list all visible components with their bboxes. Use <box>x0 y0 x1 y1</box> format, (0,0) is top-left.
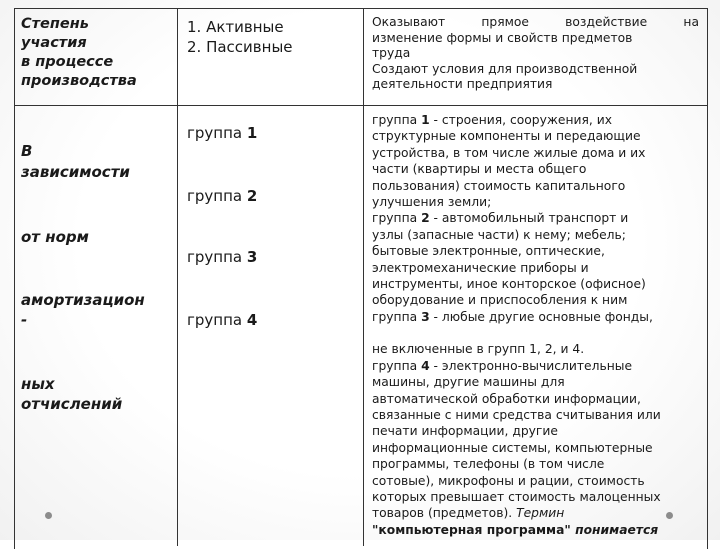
text-line: улучшения земли; <box>372 195 492 210</box>
text-line: узлы (запасные части) к нему; мебель; <box>372 227 626 242</box>
text-line: товаров (предметов). Термин <box>372 506 565 521</box>
table-row-participation <box>15 9 707 106</box>
classification-table <box>14 8 708 549</box>
depreciation-label-part: В <box>21 142 33 160</box>
participation-label: Степень участия в процессе производства <box>21 16 137 89</box>
text-line: сотовые), микрофоны и рации, стоимость <box>372 473 645 488</box>
decorative-dot-right <box>666 512 673 519</box>
groups-description <box>364 106 707 538</box>
text-line: части (квартиры и места общего <box>372 162 587 177</box>
group-4-label: группа 4 <box>187 311 258 329</box>
text-line: оборудование и приспособления к ним <box>372 293 628 308</box>
type-passive: 2. Пассивные <box>187 38 293 56</box>
depreciation-label-part: - <box>21 311 28 329</box>
group-2-text: группа 2 - автомобильный транспорт и <box>372 211 629 226</box>
type-active: 1. Активные <box>187 18 284 36</box>
groups-description-cell <box>364 106 707 546</box>
description-line: изменение формы и свойств предметов <box>372 30 633 45</box>
depreciation-label-part: зависимости <box>21 163 130 181</box>
description-line: Оказывают прямое воздействие на <box>372 15 699 29</box>
text-line: структурные компоненты и передающие <box>372 129 641 144</box>
description-line: Создают условия для производственной <box>372 61 638 76</box>
description-line: труда <box>372 46 411 61</box>
group-3-label: группа 3 <box>187 248 258 266</box>
text-line: автоматической обработки информации, <box>372 391 641 406</box>
text-line: программы, телефоны (в том числе <box>372 457 605 472</box>
text-line: которых превышает стоимость малоценных <box>372 489 661 504</box>
group-3-text: группа 3 - любые другие основные фонды, <box>372 309 653 324</box>
group-1-text: группа 1 - строения, сооружения, их <box>372 113 613 127</box>
text-line: печати информации, другие <box>372 424 558 439</box>
description-line: деятельности предприятия <box>372 77 553 92</box>
text-line: электромеханические приборы и <box>372 260 589 275</box>
decorative-dot-left <box>45 512 52 519</box>
depreciation-label-part: отчислений <box>21 395 123 413</box>
depreciation-label-part: амортизацион <box>21 291 145 309</box>
group-4-text: группа 4 - электронно-вычислительные <box>372 358 633 373</box>
participation-description-cell <box>364 9 707 105</box>
text-line: инструменты, иное конторское (офисное) <box>372 277 646 292</box>
depreciation-label-cell <box>15 106 178 546</box>
header-label-cell <box>15 9 178 105</box>
participation-types-cell <box>178 9 364 105</box>
group-1-label: группа 1 <box>187 124 258 142</box>
text-line: устройства, в том числе жилые дома и их <box>372 145 646 160</box>
text-line: "компьютерная программа" понимается <box>372 522 659 537</box>
text-line: информационные системы, компьютерные <box>372 440 653 455</box>
table-row-depreciation <box>15 106 707 546</box>
depreciation-label-part: ных <box>21 375 55 393</box>
text-line: связанные с ними средства считывания или <box>372 407 661 422</box>
text-line: машины, другие машины для <box>372 375 565 390</box>
groups-cell <box>178 106 364 546</box>
text-line: бытовые электронные, оптические, <box>372 244 605 259</box>
group-2-label: группа 2 <box>187 187 258 205</box>
text-line: пользования) стоимость капитального <box>372 178 626 193</box>
depreciation-label-part: от норм <box>21 228 89 246</box>
text-line: не включенные в групп 1, 2, и 4. <box>372 342 585 357</box>
